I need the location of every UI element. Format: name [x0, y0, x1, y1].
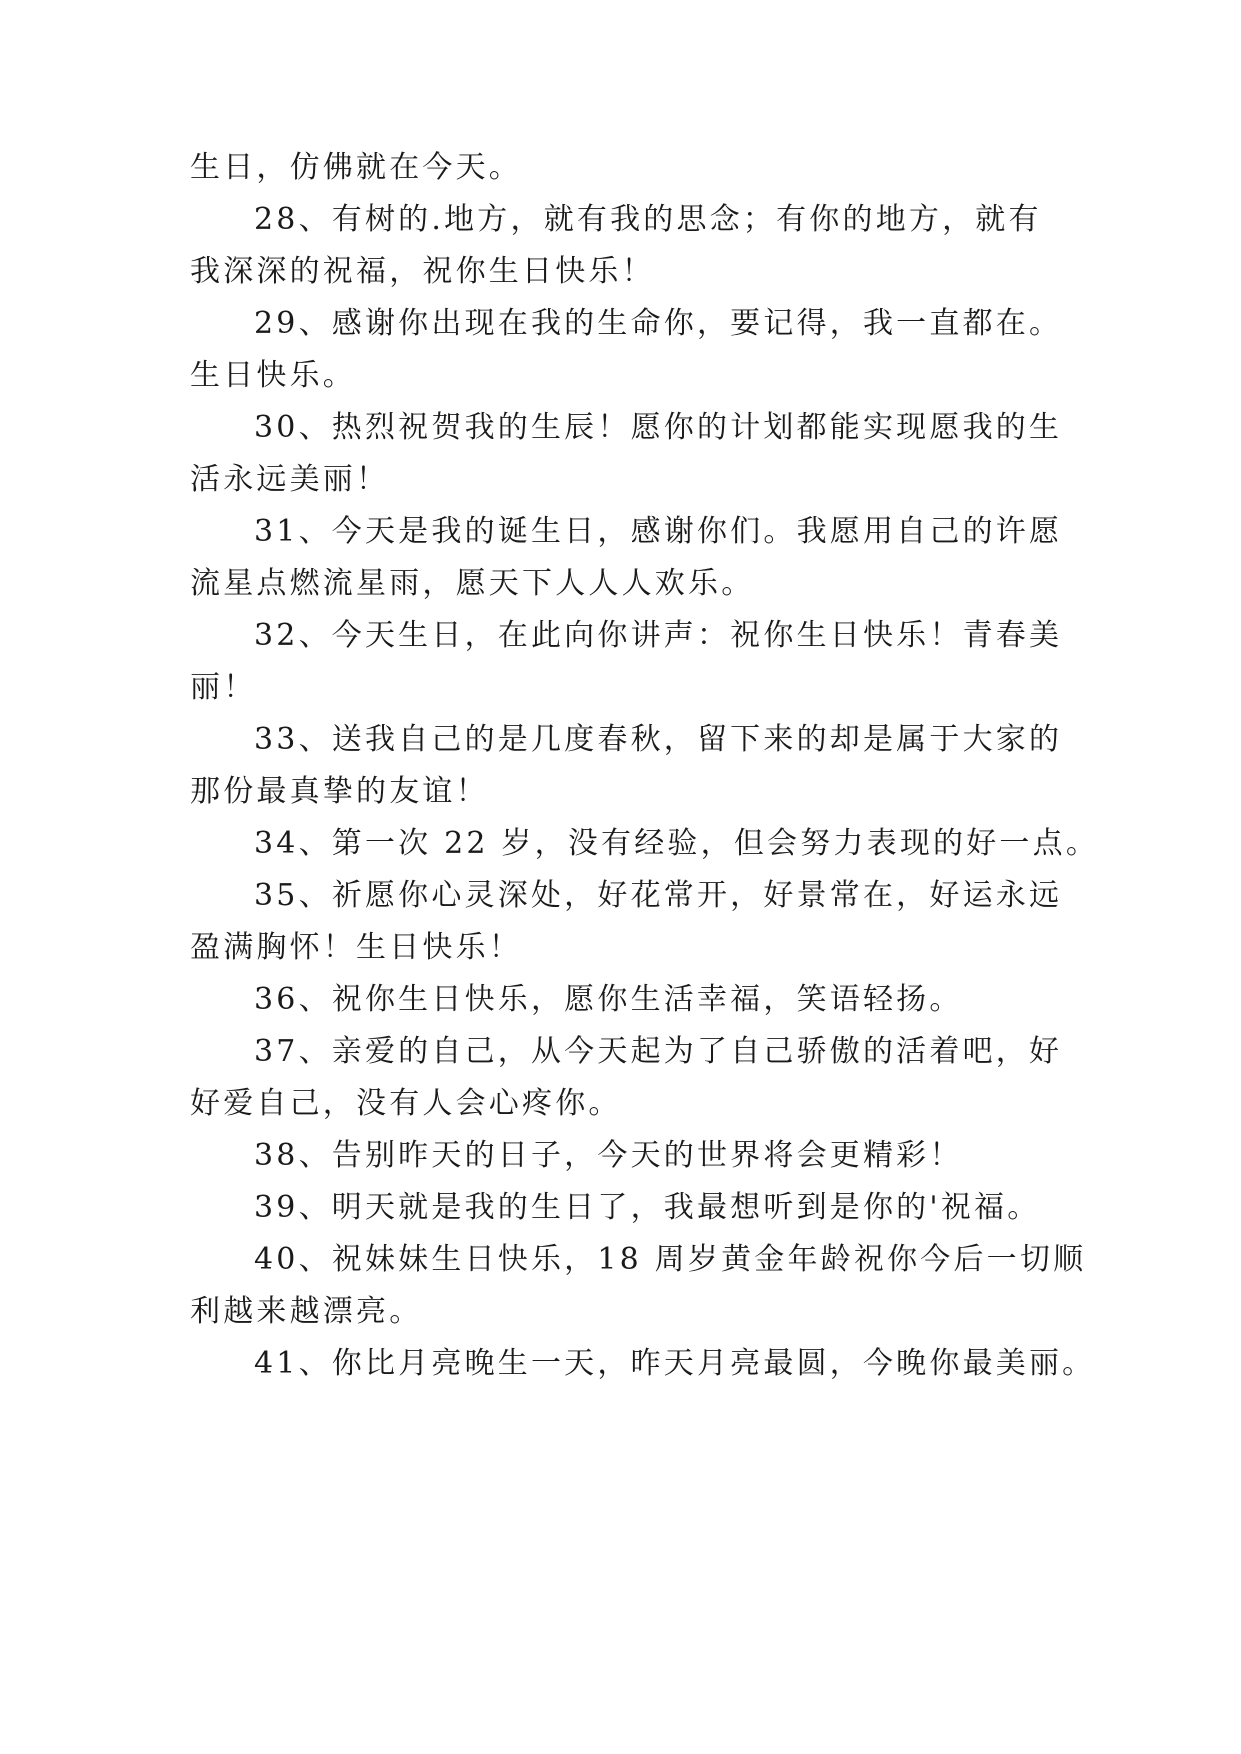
- text-line: 丽！: [190, 670, 257, 705]
- text-line: 好爱自己，没有人会心疼你。: [190, 1086, 622, 1121]
- text-line: 37、亲爱的自己，从今天起为了自己骄傲的活着吧，好: [254, 1034, 1063, 1069]
- text-line: 盈满胸怀！生日快乐！: [190, 930, 522, 965]
- text-line: 那份最真挚的友谊！: [190, 774, 489, 809]
- text-line: 41、你比月亮晚生一天，昨天月亮最圆，今晚你最美丽。: [254, 1346, 1096, 1381]
- text-line: 29、感谢你出现在我的生命你，要记得，我一直都在。: [254, 306, 1063, 341]
- text-line: 31、今天是我的诞生日，感谢你们。我愿用自己的许愿: [254, 514, 1063, 549]
- text-line: 39、明天就是我的生日了，我最想听到是你的'祝福。: [254, 1190, 1041, 1225]
- text-line: 36、祝你生日快乐，愿你生活幸福，笑语轻扬。: [254, 982, 963, 1017]
- text-line: 38、告别昨天的日子，今天的世界将会更精彩！: [254, 1138, 963, 1173]
- text-line: 我深深的祝福，祝你生日快乐！: [190, 254, 655, 289]
- text-line: 生日，仿佛就在今天。: [190, 150, 522, 185]
- text-line: 30、热烈祝贺我的生辰！愿你的计划都能实现愿我的生: [254, 410, 1063, 445]
- text-line: 活永远美丽！: [190, 462, 390, 497]
- text-line: 利越来越漂亮。: [190, 1294, 423, 1329]
- text-line: 34、第一次 22 岁，没有经验，但会努力表现的好一点。: [254, 826, 1100, 861]
- text-line: 28、有树的.地方，就有我的思念；有你的地方，就有: [254, 202, 1042, 237]
- text-line: 40、祝妹妹生日快乐，18 周岁黄金年龄祝你今后一切顺: [254, 1242, 1087, 1277]
- text-line: 流星点燃流星雨，愿天下人人人欢乐。: [190, 566, 755, 601]
- text-line: 生日快乐。: [190, 358, 356, 393]
- text-line: 33、送我自己的是几度春秋，留下来的却是属于大家的: [254, 722, 1063, 757]
- text-line: 32、今天生日，在此向你讲声：祝你生日快乐！青春美: [254, 618, 1063, 653]
- text-line: 35、祈愿你心灵深处，好花常开，好景常在，好运永远: [254, 878, 1063, 913]
